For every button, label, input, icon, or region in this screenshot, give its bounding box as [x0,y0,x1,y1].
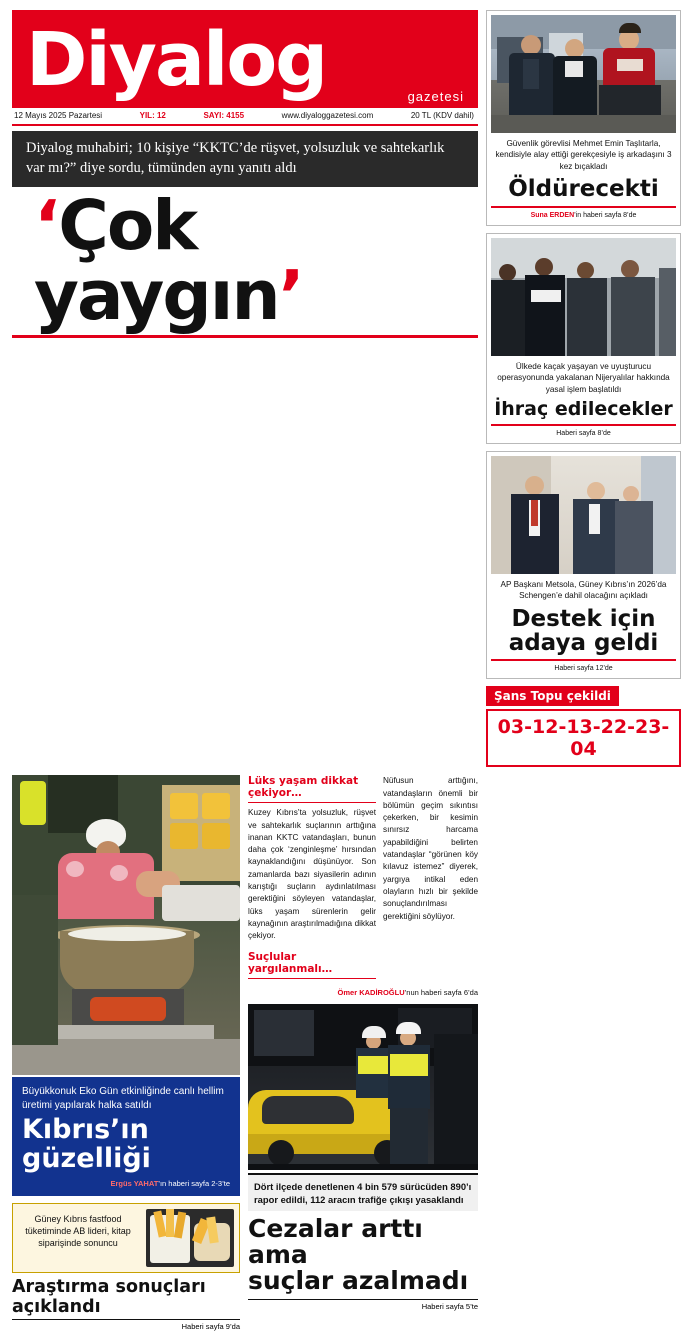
lottery-numbers: 03-12-13-22-23-04 [486,709,681,767]
left-story-kicker: Büyükkonuk Eko Gün etkinliğinde canlı hellim üretimi yapılarak halka satıldı [22,1086,224,1111]
middle-column [248,775,478,1331]
traffic-story-headline [248,1213,478,1296]
article-subhead-1: Lüks yaşam dikkat çekiyor… [248,775,376,803]
sidebar-caption-3: AP Başkanı Metsola, Güney Kıbrıs’ın 2026’da Schengen’e dahil olacağını açıkladı [500,579,667,601]
sidebar-caption-2: Ülkede kaçak yaşayan ve uyuşturucu operasyonunda yakalanan Nijeryalılar hakkında yasal işlem başlatıldı [497,361,670,394]
traffic-headline-line1: Cezalar arttı ama [248,1213,423,1270]
traffic-headline-line2: suçlar azalmadı [248,1266,469,1296]
sidebar-story-1[interactable] [486,10,681,226]
logo-subtitle: gazetesi [407,89,464,104]
byline-author-1: Suna ERDEN [530,211,575,219]
main-article-col-2 [383,775,478,982]
logo-wordmark: Diyalog [26,17,327,103]
masthead-left [12,10,478,338]
main-article-byline [248,988,478,997]
price-label: 20 TL (KDV dahil) [410,111,474,120]
sidebar-byline-1 [491,212,676,219]
left-byline-page: ’ın haberi sayfa 2-3’te [158,1178,230,1188]
police-operation-photo [491,238,676,356]
traffic-story-byline: Haberi sayfa 5’te [248,1299,478,1311]
quote-close: ’ [278,256,303,337]
sidebar-divider-1 [491,206,676,208]
article-subhead-2: Suçlular yargılanmalı… [248,951,376,979]
main-byline-page: ’nun haberi sayfa 6’da [404,987,478,997]
left-story-headline: Kıbrıs’ın güzelliği [22,1114,151,1174]
website-url[interactable]: www.diyaloggazetesi.com [281,111,374,120]
sidebar-divider-3 [491,659,676,661]
hellim-cheese-production-photo [12,775,240,1075]
lead-headline-text: Çok yaygın [34,186,279,337]
lottery-block[interactable] [486,686,681,767]
promo-story-block[interactable] [12,1203,240,1273]
lead-headline [12,186,478,337]
left-story-block[interactable] [12,1077,240,1196]
masthead-meta [12,108,478,126]
promo-byline: Haberi sayfa 9’da [12,1319,240,1331]
article-body-2: Nüfusun arttığını, vatandaşların önemli bir bölümün geçim sıkıntısı çekerken, bir kesimin sınırsız harcama yapabildiğini belirten vatandaşlar “görünen köy kılavuz istemez” diyerek, yargıya intikal eden olayların hızlı bir şekilde sonuçlandırılması gerektiğini söylüyor. [383,776,478,921]
sidebar-divider-2 [491,424,676,426]
officials-meeting-photo [491,456,676,574]
sidebar-headline-2: İhraç edilecekler [494,398,673,421]
left-column [12,775,240,1331]
sidebar-story-3[interactable] [486,451,681,679]
left-story-byline [22,1179,230,1188]
byline-page-1: ’in haberi sayfa 8’de [574,211,637,219]
sidebar-headline-3: Destek için adaya geldi [508,605,659,657]
main-byline-author: Ömer KADİROĞLU [337,987,405,997]
sidebar-headline-1: Öldürecekti [508,176,659,203]
sidebar-byline-2: Haberi sayfa 8’de [556,429,611,437]
sidebar-byline-3: Haberi sayfa 12’de [554,665,613,673]
publication-year: YIL: 12 [139,111,166,120]
lottery-label: Şans Topu çekildi [486,686,619,706]
sidebar-story-2[interactable] [486,233,681,444]
fast-food-fries-photo [146,1209,234,1267]
right-sidebar [486,10,681,767]
masthead-row [12,10,683,767]
quote-open: ‘ [34,186,59,267]
promo-headline: Araştırma sonuçları açıklandı [12,1276,206,1317]
main-article-col-1 [248,775,376,982]
newspaper-logo [12,10,478,108]
issue-number: SAYI: 4155 [203,111,245,120]
traffic-story-kicker: Dört ilçede denetlenen 4 bin 579 sürücüden 890’ı rapor edildi, 112 aracın trafiğe çıkışı yasaklandı [248,1173,478,1211]
promo-text: Güney Kıbrıs fastfood tüketiminde AB lideri, kitap siparişinde sonuncu [25,1213,131,1249]
lead-kicker-strip: Diyalog muhabiri; 10 kişiye “KKTC’de rüşvet, yolsuzluk ve sahtekarlık var mı?” diye sordu, tümünden aynı yanıtı aldı [12,131,478,187]
left-byline-author: Ergüs YAHAT [110,1178,159,1188]
police-officers-photo [491,15,676,133]
article-body-1: Kuzey Kıbrıs’ta yolsuzluk, rüşvet ve sahtekarlık suçlarının arttığına inanan KKTC vatandaşları, bunun daha çok ‘zenginleşme’ hırsından kaynaklandığını düşünüyor. Son zamanlarda bazı siyasilerin adının karıştığı suçların aydınlatılması gerektiğini söyleyen vatandaşlar, lüks yaşam sürenlerin gelir kaynağının araştırılmadığına dikkat çekiyor. [248,808,376,941]
traffic-police-checkpoint-photo [248,1004,478,1170]
sidebar-caption-1: Güvenlik görevlisi Mehmet Emin Taşlıtarla, kendisiyle alay ettiği gerekçesiyle iş arkadaşını 3 kez bıçakladı [495,139,672,171]
main-article [248,775,478,982]
publication-date: 12 Mayıs 2025 Pazartesi [14,111,103,120]
body-row [12,775,683,1331]
